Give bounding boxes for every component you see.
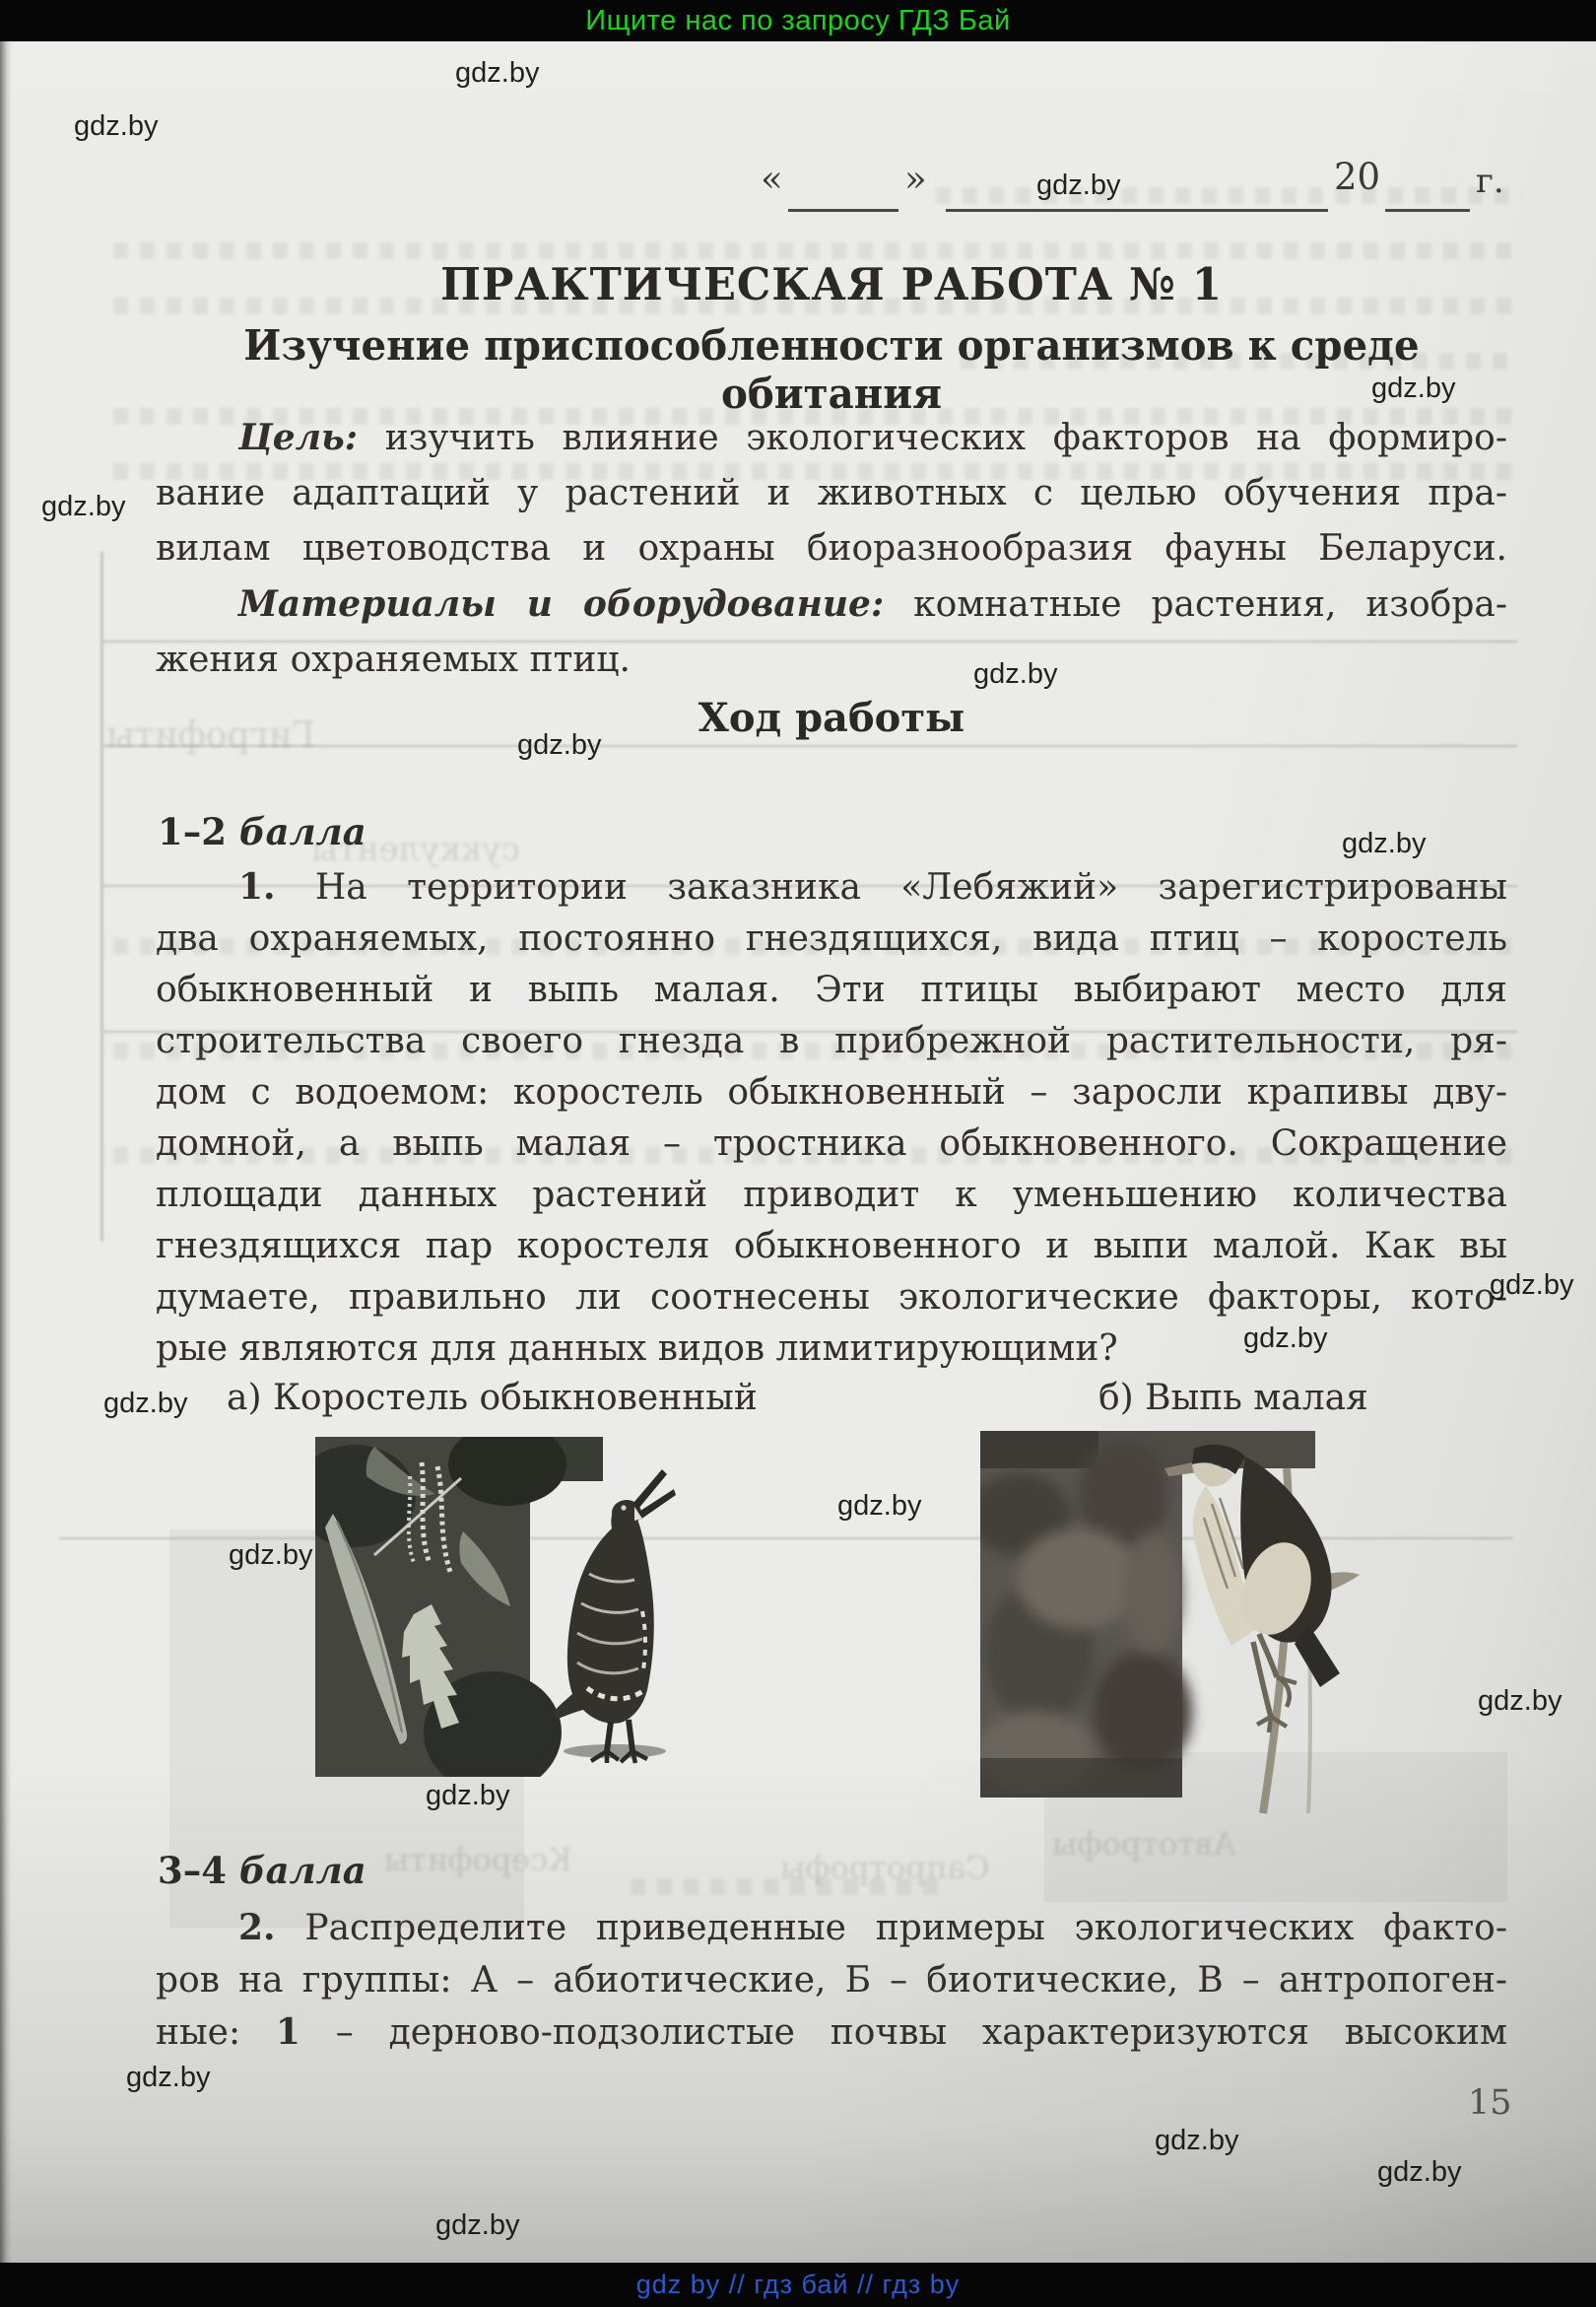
task2-paragraph <box>156 1902 1507 2059</box>
text-segment: строительства своего гнезда в прибрежной растительности, ря- <box>156 1021 1507 1061</box>
bleed-through-text-line <box>936 187 1522 204</box>
footer-banner-text: gdz by // гдз бай // гдз by <box>635 2270 961 2299</box>
text-line <box>156 521 1507 577</box>
gdz-watermark: gdz.by <box>837 1490 922 1522</box>
score-word: балла <box>238 810 366 853</box>
gdz-watermark: gdz.by <box>1155 2125 1239 2156</box>
corncrake-drawing <box>548 1463 691 1764</box>
text-segment: 2. <box>238 1907 276 1948</box>
gdz-watermark: gdz.by <box>1490 1269 1574 1301</box>
score-range: 3–4 <box>158 1849 227 1892</box>
bleed-through-word: суккуленты <box>311 830 520 869</box>
practical-work-title: ПРАКТИЧЕСКАЯ РАБОТА № 1 <box>440 258 1223 310</box>
gdz-watermark: gdz.by <box>1377 2156 1462 2188</box>
text-segment: обыкновенный и выпь малая. Эти птицы выбирают место для <box>156 970 1507 1010</box>
gdz-watermark: gdz.by <box>1036 170 1121 201</box>
text-segment: На территории заказника «Лебяжий» зарегистрированы <box>275 867 1507 908</box>
gdz-watermark: gdz.by <box>1478 1685 1563 1717</box>
date-month-blank <box>946 209 1328 212</box>
goal-paragraph <box>156 410 1507 688</box>
text-segment: жения охраняемых птиц. <box>156 640 631 680</box>
gdz-watermark: gdz.by <box>455 57 540 89</box>
text-line <box>156 466 1507 521</box>
text-segment: вание адаптаций у растений и животных с целью обучения пра- <box>156 473 1507 513</box>
gdz-watermark: gdz.by <box>517 729 602 761</box>
text-line <box>156 577 1507 633</box>
bleed-through-rule <box>100 552 103 1242</box>
text-segment: ров на группы: А – абиотические, Б – биотические, В – антропоген- <box>156 1960 1507 2001</box>
bleed-through-rule <box>103 745 1517 747</box>
text-line <box>156 633 1507 688</box>
gdz-watermark: gdz.by <box>74 110 159 142</box>
gdz-watermark: gdz.by <box>1371 373 1456 404</box>
text-line <box>156 410 1507 466</box>
text-line <box>156 914 1507 965</box>
text-line <box>156 965 1507 1016</box>
gdz-watermark: gdz.by <box>1243 1323 1328 1354</box>
date-close-quote: » <box>904 158 927 200</box>
text-segment: думаете, правильно ли соотнесены экологические факторы, кото- <box>156 1277 1507 1318</box>
text-segment: вилам цветоводства и охраны биоразнообразия фауны Беларуси. <box>156 528 1507 569</box>
gdz-watermark: gdz.by <box>435 2209 520 2241</box>
text-line <box>156 1902 1507 1954</box>
text-segment: комнатные растения, изобра- <box>884 584 1507 625</box>
text-segment: рые являются для данных видов лимитирующими? <box>156 1328 1118 1369</box>
bleed-through-word: Автотрофы <box>1052 1825 1237 1863</box>
task1-paragraph <box>156 861 1507 1375</box>
figure-caption-a: а) Коростель обыкновенный <box>227 1378 758 1418</box>
text-segment: 1. <box>238 866 276 908</box>
text-line <box>156 1016 1507 1067</box>
text-segment: два охраняемых, постоянно гнездящихся, вида птиц – коростель <box>156 918 1507 959</box>
page-number: 15 <box>1468 2083 1512 2123</box>
text-line <box>156 1954 1507 2006</box>
text-segment: Материалы и оборудование: <box>238 583 885 625</box>
figure-caption-b: б) Выпь малая <box>1098 1378 1368 1418</box>
practical-work-subtitle: Изучение приспособленности организмов к среде обитания <box>243 321 1420 418</box>
text-segment: домной, а выпь малая – тростника обыкновенного. Сокращение <box>156 1123 1507 1164</box>
bleed-through-word: Сапротрофы <box>780 1849 990 1886</box>
score-range: 1–2 <box>158 810 227 853</box>
score-word: балла <box>238 1849 366 1892</box>
text-line <box>156 861 1507 914</box>
gdz-watermark: gdz.by <box>973 658 1058 690</box>
text-segment: ные: <box>156 2012 276 2053</box>
bleed-through-text-line <box>113 242 1522 259</box>
bottom-banner <box>0 2263 1596 2307</box>
text-line <box>156 1170 1507 1221</box>
text-line <box>156 1119 1507 1170</box>
bleed-through-word: Ксерофиты <box>384 1841 572 1878</box>
top-banner-text: Ищите нас по запросу ГДЗ Бай <box>585 4 1011 36</box>
score-heading-1 <box>158 810 366 853</box>
text-segment: – дерново-подзолистые почвы характеризуются высоким <box>299 2012 1507 2053</box>
text-line <box>156 1272 1507 1323</box>
gdz-watermark: gdz.by <box>126 2062 211 2093</box>
text-line <box>156 1221 1507 1272</box>
gdz-watermark: gdz.by <box>1342 828 1427 859</box>
bleed-through-word: Гигрофиты <box>106 715 316 756</box>
little-bittern-drawing <box>1161 1441 1363 1815</box>
text-line <box>156 1067 1507 1119</box>
date-day-blank <box>788 209 898 212</box>
text-line <box>156 2006 1507 2059</box>
text-segment: площади данных растений приводит к уменьшению количества <box>156 1175 1507 1215</box>
text-segment: изучить влияние экологических факторов на формиро- <box>358 418 1507 458</box>
gdz-watermark: gdz.by <box>103 1388 188 1419</box>
text-segment: гнездящихся пар коростеля обыкновенного и выпи малой. Как вы <box>156 1226 1507 1266</box>
text-segment: 1 <box>275 2011 300 2053</box>
gdz-watermark: gdz.by <box>229 1539 313 1571</box>
score-heading-2 <box>158 1849 366 1892</box>
date-year-blank <box>1385 209 1470 212</box>
top-banner <box>0 0 1596 41</box>
date-year-label: г. <box>1476 162 1504 201</box>
work-course-heading: Ход работы <box>698 695 965 741</box>
date-century: 20 <box>1334 156 1381 198</box>
text-segment: Распределите приведенные примеры экологических факто- <box>275 1908 1507 1948</box>
page-edge-shadow <box>0 41 12 2263</box>
gdz-watermark: gdz.by <box>426 1780 510 1811</box>
gdz-watermark: gdz.by <box>41 491 126 522</box>
text-segment: Цель: <box>238 417 359 458</box>
text-segment: дом с водоемом: коростель обыкновенный – заросли крапивы дву- <box>156 1072 1507 1113</box>
date-open-quote: « <box>761 158 783 200</box>
